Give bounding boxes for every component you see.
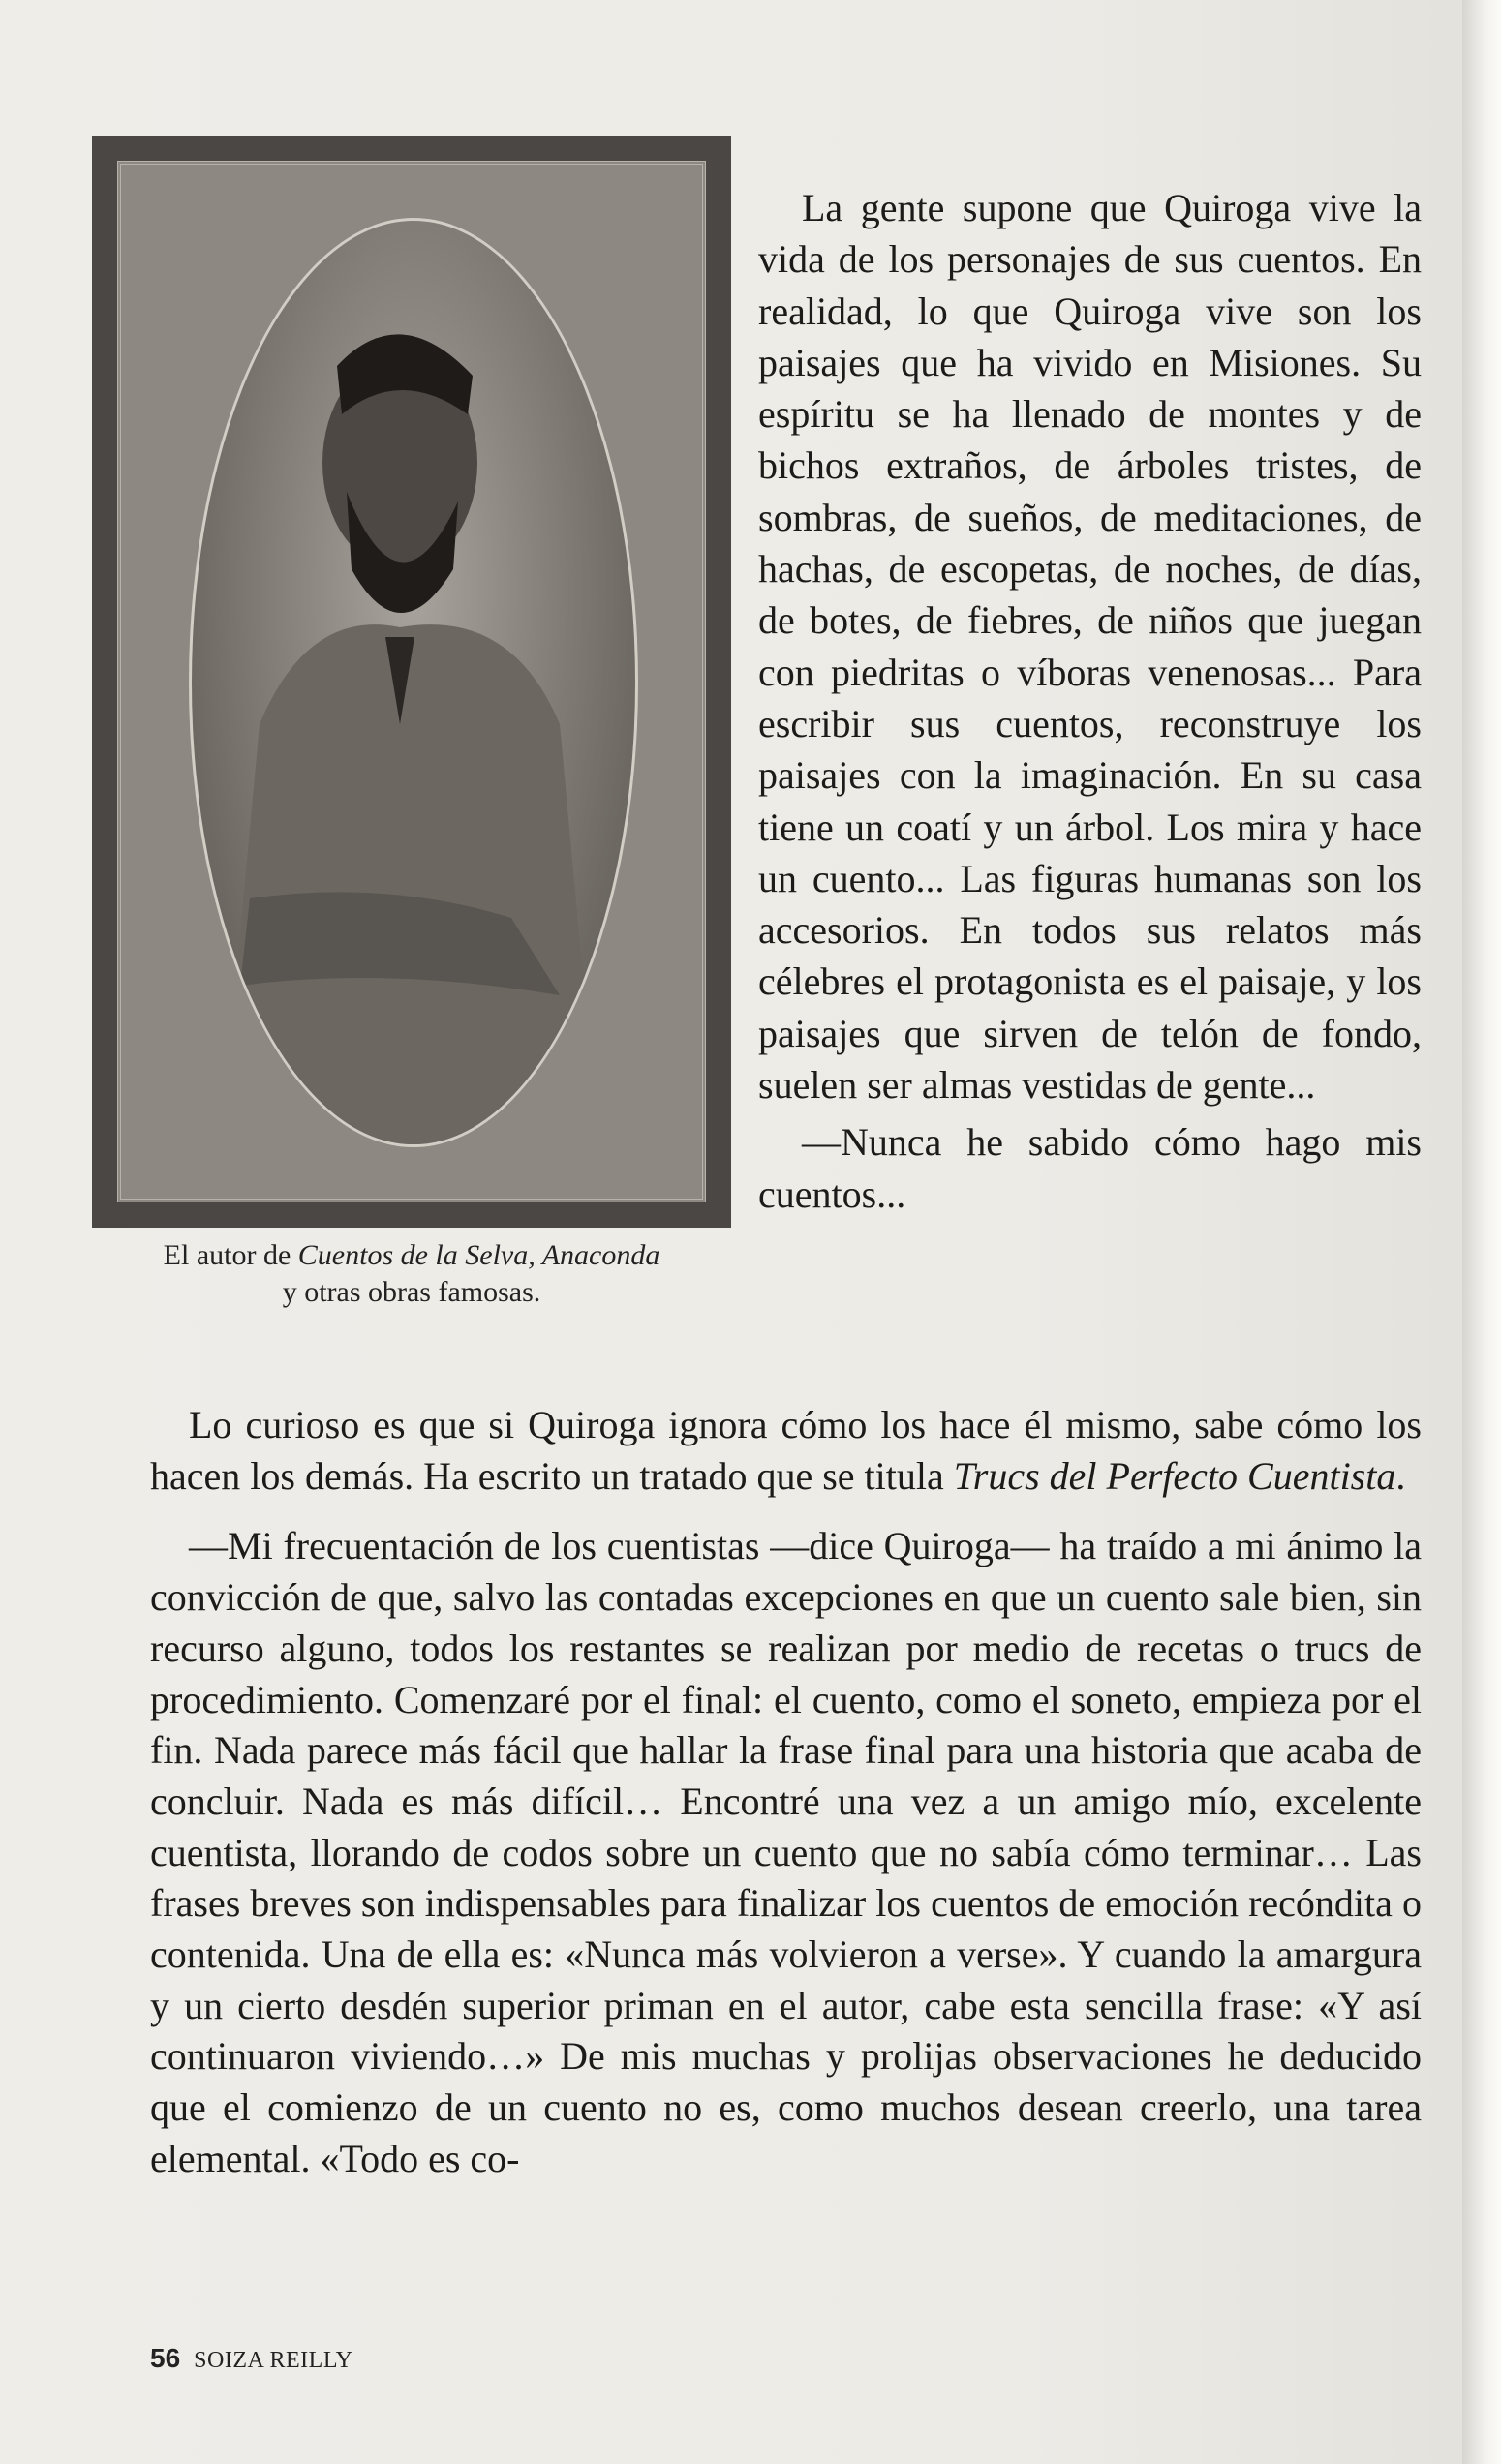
page-edge — [1462, 0, 1501, 2464]
body-paragraph-2: —Mi frecuentación de los cuentistas —dice Quiroga— ha traído a mi ánimo la convicción de que, salvo las contadas excepciones en que un cuento sale bien, sin recurso alguno, todos los restantes se realizan por medio de recetas o trucs de procedimiento. Comenzaré por el final: el cuento, como el soneto, empieza por el fin. Nada parece más fácil que hallar la frase final para una historia que acaba de concluir. Nada es más difícil… Encontré una vez a un amigo mío, excelente cuentista, llorando de codos sobre un cuento que no sabía cómo terminar… Las frases breves son indispensables para finalizar los cuentos de emoción recóndita o contenida. Una de ella es: «Nunca más volvieron a verse». Y cuando la amargura y un cierto desdén superior priman en el autor, cabe esta sencilla frase: «Y así continuaron viviendo…» De mis muchas y prolijas observaciones he deducido que el comienzo de un cuento no es, como muchos desean creerlo, una tarea elemental. «Todo es co- — [150, 1524, 1422, 2180]
page-footer — [150, 2343, 352, 2375]
portrait-oval — [189, 218, 638, 1147]
para1-end: . — [1395, 1453, 1406, 1498]
book-title: Trucs del Perfecto Cuentista — [953, 1453, 1396, 1498]
caption-line2: y otras obras famosas. — [282, 1276, 541, 1308]
author-photo — [92, 136, 731, 1228]
para1-start: Lo curioso es que si Quiroga ignora cómo los hace él mismo, sabe cómo los hacen los demás. Ha escrito un tratado que se titula — [150, 1403, 1422, 1498]
portrait-figure — [192, 221, 635, 1144]
column-text — [758, 182, 1422, 1220]
running-head: SOIZA REILLY — [194, 2348, 353, 2373]
column-paragraph-2: —Nunca he sabido cómo hago mis cuentos... — [758, 1120, 1422, 1216]
caption-italic: Cuentos de la Selva, Anaconda — [297, 1239, 660, 1271]
photo-caption — [92, 1237, 731, 1311]
body-text — [150, 1400, 1422, 2185]
body-paragraph-1 — [150, 1400, 1422, 1502]
column-paragraph-1: La gente supone que Quiroga vive la vida de los personajes de sus cuentos. En realidad, lo que Quiroga vive son los paisajes que ha vivido en Misiones. Su espíritu se ha llenado de montes y de bichos extraños, de árboles tristes, de sombras, de sueños, de meditaciones, de hachas, de escopetas, de noches, de días, de botes, de fiebres, de niños que juegan con piedritas o víboras venenosas... Para escribir sus cuentos, reconstruye los paisajes con la imaginación. En su casa tiene un coatí y un árbol. Los mira y hace un cuento... Las figuras humanas son los accesorios. En todos sus relatos más célebres el protagonista es el paisaje, y los paisajes que sirven de telón de fondo, suelen ser almas vestidas de gente... — [758, 186, 1422, 1108]
page-number: 56 — [150, 2343, 181, 2373]
caption-prefix: El autor de — [163, 1239, 298, 1271]
photo-border — [117, 161, 706, 1202]
